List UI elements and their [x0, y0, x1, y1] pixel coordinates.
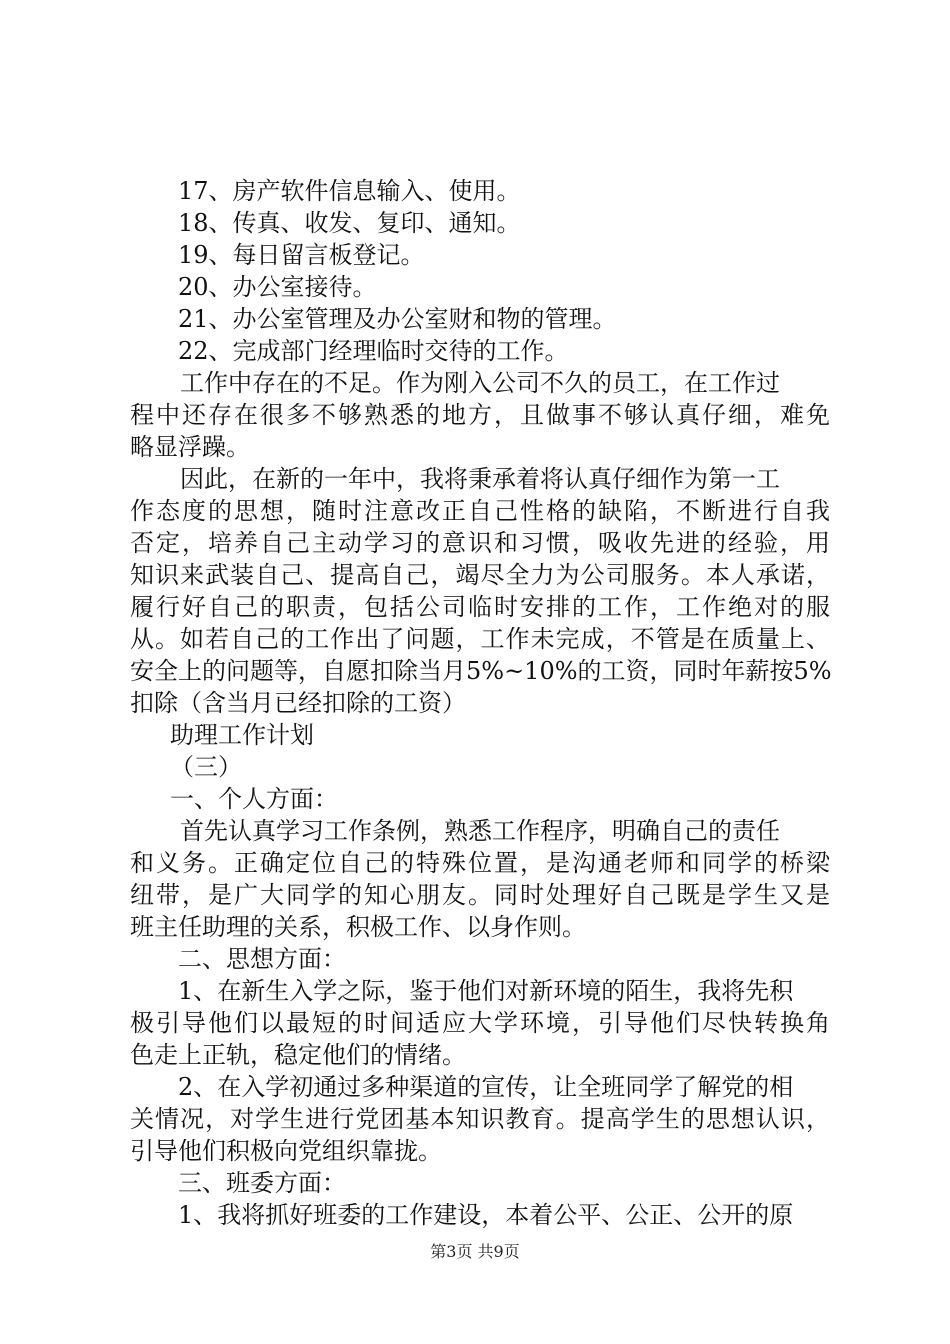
- text-line: 助理工作计划: [170, 721, 314, 749]
- page-footer: 第3页 共9页: [430, 1242, 520, 1261]
- text-line: 一、个人方面：: [170, 785, 338, 813]
- text-line: 2、在入学初通过多种渠道的宣传，让全班同学了解党的相: [178, 1073, 794, 1101]
- text-line: 20、办公室接待。: [178, 273, 377, 301]
- text-line: 色走上正轨，稳定他们的情绪。: [130, 1041, 466, 1069]
- text-line: 从。如若自己的工作出了问题，工作未完成，不管是在质量上、: [130, 625, 830, 653]
- text-line: 18、传真、收发、复印、通知。: [178, 209, 521, 237]
- text-line: 三、班委方面：: [178, 1169, 346, 1197]
- text-line: 扣除（含当月已经扣除的工资）: [130, 689, 466, 717]
- text-line: 1、在新生入学之际，鉴于他们对新环境的陌生，我将先积: [178, 977, 794, 1005]
- text-line: 作态度的思想，随时注意改正自己性格的缺陷，不断进行自我: [130, 497, 830, 525]
- text-line: 极引导他们以最短的时间适应大学环境，引导他们尽快转换角: [130, 1009, 830, 1037]
- text-line: 班主任助理的关系，积极工作、以身作则。: [130, 913, 586, 941]
- text-line: 否定，培养自己主动学习的意识和习惯，吸收先进的经验，用: [130, 529, 830, 557]
- text-line: （三）: [170, 753, 242, 781]
- text-line: 21、办公室管理及办公室财和物的管理。: [178, 305, 617, 333]
- text-line: 关情况，对学生进行党团基本知识教育。提高学生的思想认识，: [130, 1105, 830, 1133]
- text-line: 工作中存在的不足。作为刚入公司不久的员工，在工作过: [180, 369, 780, 397]
- text-line: 19、每日留言板登记。: [178, 241, 425, 269]
- text-line: 首先认真学习工作条例，熟悉工作程序，明确自己的责任: [180, 817, 780, 845]
- text-line: 纽带，是广大同学的知心朋友。同时处理好自己既是学生又是: [130, 881, 830, 909]
- text-line: 17、房产软件信息输入、使用。: [178, 177, 521, 205]
- text-line: 二、思想方面：: [178, 945, 346, 973]
- text-line: 22、完成部门经理临时交待的工作。: [178, 337, 569, 365]
- text-line: 知识来武装自己、提高自己，竭尽全力为公司服务。本人承诺，: [130, 561, 830, 589]
- text-line: 安全上的问题等，自愿扣除当月5%~10%的工资，同时年薪按5%: [130, 657, 832, 685]
- text-line: 履行好自己的职责，包括公司临时安排的工作，工作绝对的服: [130, 593, 830, 621]
- text-line: 程中还存在很多不够熟悉的地方，且做事不够认真仔细，难免: [130, 401, 830, 429]
- text-line: 因此，在新的一年中，我将秉承着将认真仔细作为第一工: [180, 465, 780, 493]
- document-body: [130, 175, 830, 1231]
- text-line: 和义务。正确定位自己的特殊位置，是沟通老师和同学的桥梁: [130, 849, 830, 877]
- text-line: 1、我将抓好班委的工作建设，本着公平、公正、公开的原: [178, 1201, 794, 1229]
- text-line: 略显浮躁。: [130, 433, 250, 461]
- text-line: 引导他们积极向党组织靠拢。: [130, 1137, 442, 1165]
